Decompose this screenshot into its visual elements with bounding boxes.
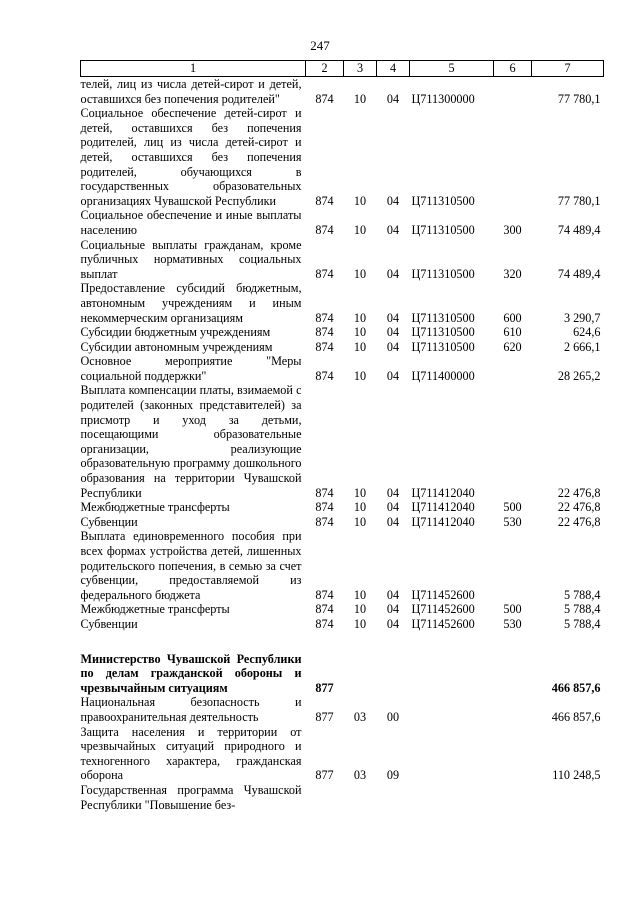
table-row <box>81 238 604 282</box>
row-target-article <box>410 652 494 696</box>
table-row <box>81 602 604 617</box>
row-section-code: 10 <box>353 222 367 237</box>
table-row <box>81 106 604 208</box>
header-col-5: 5 <box>410 61 494 77</box>
row-ministry-code: 874 <box>315 310 334 325</box>
row-expense-type <box>494 106 532 208</box>
row-name: Национальная безопасность и правоохранительная деятельность <box>80 695 302 724</box>
row-subsection-code: 04 <box>386 325 400 340</box>
row-target-article: Ц711400000 <box>411 368 475 383</box>
row-name: телей, лиц из числа детей-сирот и детей, оставшихся без попечения родителей" <box>80 77 302 106</box>
row-target-article: Ц711412040 <box>411 485 475 500</box>
row-amount: 74 489,4 <box>557 266 601 281</box>
row-section-code: 03 <box>353 709 367 724</box>
row-target-article <box>410 632 494 652</box>
row-ministry-code: 874 <box>315 514 334 529</box>
row-section-code <box>344 632 377 652</box>
row-section-code: 10 <box>353 339 367 354</box>
row-name: Выплата компенсации платы, взимаемой с родителей (законных представителей) за присмотр и уход за детьми, посещающими образовательные организации, реализующие образовательную программу дошкольного образования на территории Чувашской Республики <box>80 383 302 500</box>
row-name: Субвенции <box>80 514 138 529</box>
row-section-code: 10 <box>353 602 367 617</box>
header-col-3: 3 <box>344 61 377 77</box>
budget-table <box>80 60 604 812</box>
row-expense-type <box>494 77 532 107</box>
row-ministry-code: 874 <box>315 193 334 208</box>
table-header-row <box>81 61 604 77</box>
row-name: Министерство Чувашской Республики по делам гражданской обороны и чрезвычайным ситуациям <box>80 651 302 695</box>
row-subsection-code: 04 <box>386 514 400 529</box>
row-section-code: 03 <box>353 768 367 783</box>
row-ministry-code: 874 <box>315 91 334 106</box>
table-row <box>81 325 604 340</box>
table-row <box>81 515 604 530</box>
row-amount <box>532 632 604 652</box>
row-amount: 77 780,1 <box>557 91 601 106</box>
row-target-article: Ц711310500 <box>411 339 475 354</box>
row-section-code: 10 <box>353 616 367 631</box>
row-amount: 466 857,6 <box>551 709 601 724</box>
header-col-7: 7 <box>532 61 604 77</box>
row-expense-type <box>494 529 532 602</box>
row-ministry-code: 877 <box>315 709 334 724</box>
row-subsection-code: 04 <box>386 602 400 617</box>
row-target-article <box>410 783 494 812</box>
row-subsection-code: 04 <box>386 310 400 325</box>
row-expense-type <box>494 725 532 783</box>
row-expense-type: 600 <box>503 310 522 325</box>
table-row <box>81 281 604 325</box>
table-row <box>81 500 604 515</box>
table-row <box>81 695 604 724</box>
row-amount: 22 476,8 <box>557 485 601 500</box>
row-target-article: Ц711310500 <box>411 310 475 325</box>
row-target-article <box>410 695 494 724</box>
row-ministry-code <box>306 783 344 812</box>
row-target-article: Ц711412040 <box>411 514 475 529</box>
row-amount: 5 788,4 <box>563 616 601 631</box>
row-target-article: Ц711310500 <box>411 222 475 237</box>
row-name: Государственная программа Чувашской Республики "Повышение без- <box>80 782 302 812</box>
row-subsection-code: 04 <box>386 339 400 354</box>
row-section-code: 10 <box>353 325 367 340</box>
row-name: Основное мероприятие "Меры социальной поддержки" <box>80 354 302 383</box>
row-section-code: 10 <box>353 266 367 281</box>
row-subsection-code <box>377 632 410 652</box>
row-amount <box>532 783 604 812</box>
row-ministry-code: 874 <box>315 266 334 281</box>
table-row <box>81 208 604 237</box>
row-ministry-code: 877 <box>315 680 334 695</box>
table-row <box>81 77 604 107</box>
row-subsection-code: 04 <box>386 485 400 500</box>
row-subsection-code: 04 <box>386 193 400 208</box>
row-target-article: Ц711300000 <box>411 91 475 106</box>
header-col-6: 6 <box>494 61 532 77</box>
row-ministry-code: 874 <box>315 500 334 515</box>
table-row <box>81 529 604 602</box>
row-subsection-code: 04 <box>386 587 400 602</box>
table-row <box>81 383 604 500</box>
header-col-1: 1 <box>81 61 306 77</box>
table-row <box>81 783 604 812</box>
table-row <box>81 652 604 696</box>
row-amount: 3 290,7 <box>563 310 601 325</box>
row-ministry-code: 874 <box>315 616 334 631</box>
row-name <box>81 632 306 652</box>
table-row <box>81 632 604 652</box>
row-expense-type <box>494 695 532 724</box>
row-section-code: 10 <box>353 193 367 208</box>
row-amount: 28 265,2 <box>557 368 601 383</box>
row-ministry-code: 874 <box>315 587 334 602</box>
row-amount: 110 248,5 <box>552 768 601 783</box>
row-section-code: 10 <box>353 514 367 529</box>
row-target-article: Ц711310500 <box>411 266 475 281</box>
row-amount: 77 780,1 <box>557 193 601 208</box>
row-expense-type: 320 <box>503 266 522 281</box>
row-name: Субсидии бюджетным учреждениям <box>80 325 271 340</box>
page-number: 247 <box>310 38 330 53</box>
row-name: Социальное обеспечение и иные выплаты населению <box>80 208 302 237</box>
row-section-code: 10 <box>353 485 367 500</box>
row-name: Социальные выплаты гражданам, кроме публичных нормативных социальных выплат <box>80 237 302 281</box>
row-subsection-code <box>377 783 410 812</box>
row-section-code <box>344 783 377 812</box>
row-subsection-code: 04 <box>386 500 400 515</box>
row-name: Межбюджетные трансферты <box>80 602 230 617</box>
header-col-2: 2 <box>306 61 344 77</box>
row-subsection-code: 00 <box>386 709 400 724</box>
row-section-code: 10 <box>353 310 367 325</box>
table-body <box>81 77 604 813</box>
row-expense-type: 610 <box>503 325 522 340</box>
row-name: Защита населения и территории от чрезвычайных ситуаций природного и техногенного характера, гражданская оборона <box>80 724 302 783</box>
row-subsection-code: 09 <box>386 768 400 783</box>
row-target-article: Ц711412040 <box>411 500 475 515</box>
row-section-code: 10 <box>353 500 367 515</box>
row-ministry-code: 874 <box>315 368 334 383</box>
row-name: Межбюджетные трансферты <box>80 500 230 515</box>
row-amount: 624,6 <box>573 325 601 340</box>
row-ministry-code: 877 <box>315 768 334 783</box>
row-amount: 466 857,6 <box>551 680 601 695</box>
table-row <box>81 340 604 355</box>
row-expense-type <box>494 783 532 812</box>
row-amount: 74 489,4 <box>557 222 601 237</box>
row-expense-type <box>494 632 532 652</box>
row-section-code: 10 <box>353 587 367 602</box>
row-name: Социальное обеспечение детей-сирот и детей, оставшихся без попечения родителей, лиц из числа детей-сирот и детей, оставшихся без попечения родителей, обучающихся в государственных образовательных организациях Чувашской Республики <box>80 106 302 208</box>
row-subsection-code: 04 <box>386 222 400 237</box>
row-expense-type: 620 <box>503 339 522 354</box>
row-subsection-code: 04 <box>386 91 400 106</box>
row-ministry-code <box>306 632 344 652</box>
row-ministry-code: 874 <box>315 485 334 500</box>
table-row <box>81 617 604 632</box>
row-amount: 2 666,1 <box>563 339 601 354</box>
row-name: Субсидии автономным учреждениям <box>80 339 273 354</box>
row-amount: 5 788,4 <box>563 602 601 617</box>
header-col-4: 4 <box>377 61 410 77</box>
row-amount: 22 476,8 <box>557 500 601 515</box>
row-expense-type <box>494 652 532 696</box>
row-subsection-code: 04 <box>386 616 400 631</box>
row-target-article: Ц711310500 <box>411 325 475 340</box>
row-amount: 22 476,8 <box>557 514 601 529</box>
row-section-code: 10 <box>353 368 367 383</box>
row-expense-type: 530 <box>503 514 522 529</box>
row-target-article: Ц711452600 <box>411 616 475 631</box>
row-expense-type <box>494 354 532 383</box>
row-expense-type: 300 <box>503 222 522 237</box>
row-section-code: 10 <box>353 91 367 106</box>
row-subsection-code <box>377 652 410 696</box>
row-expense-type <box>494 383 532 500</box>
row-name: Выплата единовременного пособия при всех формах устройства детей, лишенных родительского попечения, в семью за счет субвенции, предоставляемой из федерального бюджета <box>80 529 302 602</box>
table-row <box>81 354 604 383</box>
row-expense-type: 500 <box>503 602 522 617</box>
row-target-article: Ц711310500 <box>411 193 475 208</box>
row-target-article: Ц711452600 <box>411 602 475 617</box>
row-target-article <box>410 725 494 783</box>
row-expense-type: 530 <box>503 616 522 631</box>
table-row <box>81 725 604 783</box>
row-subsection-code: 04 <box>386 368 400 383</box>
row-expense-type: 500 <box>503 500 522 515</box>
row-ministry-code: 874 <box>315 339 334 354</box>
row-name: Предоставление субсидий бюджетным, автономным учреждениям и иным некоммерческим организациям <box>80 281 302 325</box>
row-name: Субвенции <box>80 616 138 631</box>
row-target-article: Ц711452600 <box>411 587 475 602</box>
row-ministry-code: 874 <box>315 325 334 340</box>
row-section-code <box>344 652 377 696</box>
row-ministry-code: 874 <box>315 602 334 617</box>
row-subsection-code: 04 <box>386 266 400 281</box>
row-ministry-code: 874 <box>315 222 334 237</box>
row-amount: 5 788,4 <box>563 587 601 602</box>
